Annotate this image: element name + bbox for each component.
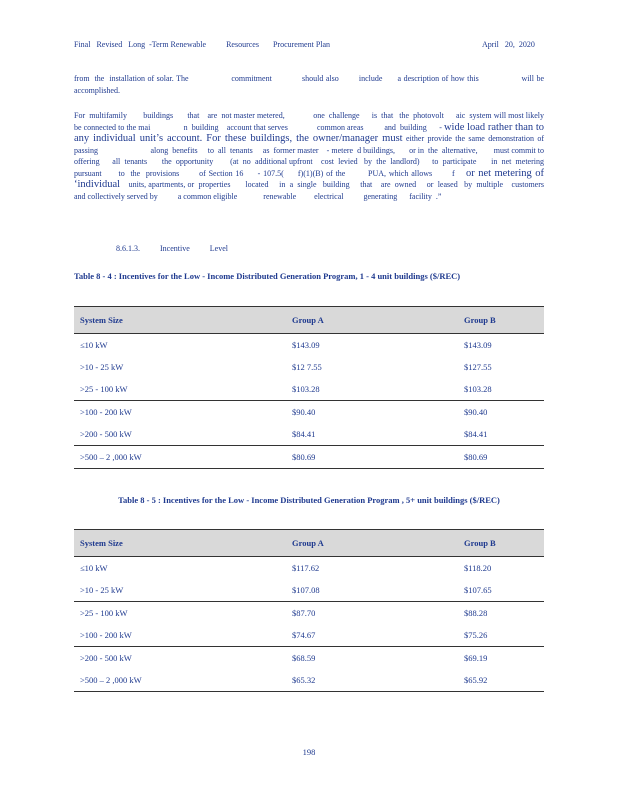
header-system-size: System Size [74,530,286,557]
cell-group-a: $107.08 [292,585,320,595]
cell-size: >200 - 500 kW [74,647,286,670]
paragraph-text: from the installation of solar. The commitment should also include a description of how this will be accomplished. [74,74,546,95]
cell-group-a: $65.32 [286,669,458,692]
cell-group-b: $69.19 [458,647,544,670]
cell-group-a: $117.62 [292,563,320,573]
running-header-date: April 20, 2020 [482,40,535,49]
table-row [74,446,544,469]
cell-group-a: $68.59 [286,647,458,670]
cell-group-b: $65.92 [458,669,544,692]
paragraph-text-a: For multifamily buildings that are not master metered, one challenge is that the photovolt aic system will most likely be connected to the mai n building account that serves common areas and building - [74,111,564,132]
cell-group-b: $118.20 [464,563,492,573]
cell-group-b: $90.40 [458,401,544,424]
cell-size: >500 – 2 ,000 kW [74,446,286,469]
incentive-table-5-plus-unit [74,529,544,692]
table-header-row [74,530,544,557]
header-system-size: System Size [74,307,286,334]
cell-group-b: $143.09 [464,340,492,350]
cell-group-b: $75.26 [464,630,488,640]
cell-size: ≤10 kW [80,340,108,350]
table-row [74,602,544,625]
paragraph-text-large-2: or net metering of ‘individual [74,167,545,190]
page-number: 198 [302,747,316,757]
cell-size: ≤10 kW [80,563,108,573]
cell-group-b: $84.41 [464,429,488,439]
cell-size: >10 - 25 kW [80,362,124,372]
header-group-a: Group A [286,307,458,334]
cell-group-a: $84.41 [292,429,316,439]
incentive-table-1-4-unit [74,306,544,469]
paragraph-multifamily [74,110,564,202]
table-row [74,647,544,670]
section-heading-incentive-level [116,244,228,253]
cell-group-b: $88.28 [458,602,544,625]
cell-group-a: $87.70 [286,602,458,625]
cell-group-a: $12 7.55 [292,362,322,372]
paragraph-solar-commitment [74,73,544,96]
table-row [74,624,544,647]
cell-group-a: $143.09 [292,340,320,350]
table-row [74,669,544,692]
cell-group-a: $103.28 [292,384,320,394]
paragraph-text-c: units, apartments, or properties located in a single building that are owned or leased by multiple customers and collectively served by a common eligible renewable electrical generating facility .” [74,180,558,201]
header-group-b: Group B [458,530,544,557]
running-header-title: Final Revised Long -Term Renewable Resources Procurement Plan [74,40,331,49]
cell-size: >100 - 200 kW [80,630,132,640]
cell-group-a: $90.40 [286,401,458,424]
cell-group-a: $80.69 [286,446,458,469]
table-header-row [74,307,544,334]
cell-group-b: $80.69 [458,446,544,469]
section-title: Incentive Level [160,244,228,253]
paragraph-text-large: wide load rather than to any individual unit’s account. For these buildings, the owner/manager must [74,121,544,144]
cell-size: >25 - 100 kW [74,602,286,625]
header-group-b: Group B [458,307,544,334]
table-caption-1-4-unit: Table 8 - 4 : Incentives for the Low - Income Distributed Generation Program, 1 - 4 unit buildings ($/REC) [74,271,461,281]
table-row [74,557,544,580]
cell-size: >100 - 200 kW [74,401,286,424]
table-row [74,356,544,378]
cell-group-b: $127.55 [464,362,492,372]
table-row [74,423,544,446]
table-row [74,401,544,424]
table-row [74,579,544,602]
cell-size: >25 - 100 kW [80,384,128,394]
paragraph-text-b: either provide the same demonstration of passing along benefits to all tenants as former master - metere d buildings, or in the alternative, must commit to offering all tenants the opportunity (at no additional upfront cost levied by the landlord) to participate in net metering pursuant to the provisions of Section 16 - 107.5( f)(1)(B) of the PUA, which allows f [74,134,564,178]
table-row [74,334,544,357]
table-caption-5-plus-unit: Table 8 - 5 : Incentives for the Low - Income Distributed Generation Program , 5+ unit buildings ($/REC) [118,495,500,505]
cell-size: >500 – 2 ,000 kW [74,669,286,692]
header-group-a: Group A [286,530,458,557]
cell-group-a: $74.67 [292,630,316,640]
table-row [74,378,544,401]
cell-size: >200 - 500 kW [80,429,132,439]
cell-size: >10 - 25 kW [80,585,124,595]
cell-group-b: $107.65 [464,585,492,595]
cell-group-b: $103.28 [464,384,492,394]
section-number: 8.6.1.3. [116,244,140,253]
